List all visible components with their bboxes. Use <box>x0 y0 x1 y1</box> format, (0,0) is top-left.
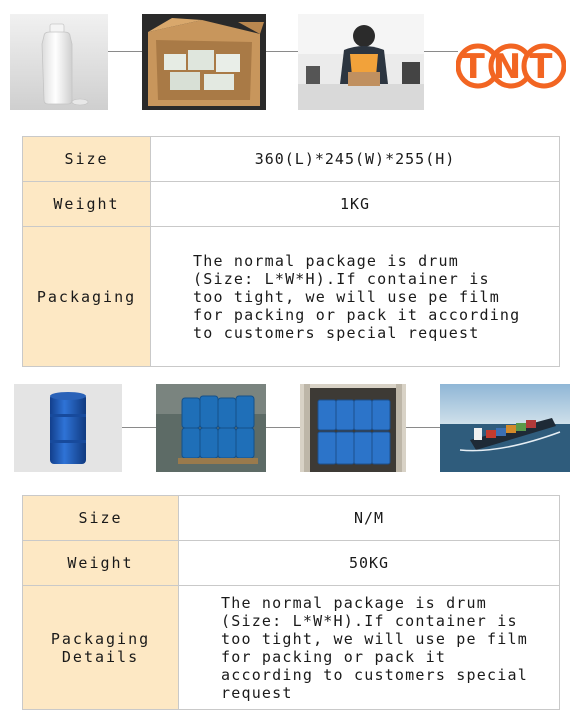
tnt-logo <box>456 32 566 100</box>
weight-value: 50KG <box>179 541 560 586</box>
weight-label: Weight <box>23 182 151 227</box>
connector-line <box>122 427 156 428</box>
size-value: N/M <box>179 496 560 541</box>
carton-box-photo <box>142 14 266 110</box>
weight-label: Weight <box>23 541 179 586</box>
spec-table-small <box>22 136 560 367</box>
table-row <box>23 541 560 586</box>
table-row <box>23 182 560 227</box>
table-row <box>23 586 560 710</box>
worker-packing-photo <box>298 14 424 110</box>
size-value: 360(L)*245(W)*255(H) <box>151 137 560 182</box>
connector-line <box>266 51 298 52</box>
bottle-photo <box>10 14 108 110</box>
table-row <box>23 227 560 367</box>
packaging-text: The normal package is drum (Size: L*W*H).If container is too tight, we will use pe film for packing or pack it according to customers special request <box>179 586 560 710</box>
size-label: Size <box>23 496 179 541</box>
packaging-details-label: Packaging Details <box>23 586 179 710</box>
blue-drum-photo <box>14 384 122 472</box>
packaging-label: Packaging <box>23 227 151 367</box>
drums-on-pallet-photo <box>156 384 266 472</box>
connector-line <box>266 427 300 428</box>
tnt-logo-text: TNT <box>461 47 561 87</box>
weight-value: 1KG <box>151 182 560 227</box>
packaging-process-row-small <box>0 8 578 112</box>
connector-line <box>406 427 440 428</box>
connector-line <box>108 51 142 52</box>
connector-line <box>424 51 458 52</box>
shipping-container-photo <box>300 384 406 472</box>
packaging-process-row-large <box>0 382 578 474</box>
spec-table-large <box>22 495 560 710</box>
size-label: Size <box>23 137 151 182</box>
table-row <box>23 137 560 182</box>
table-row <box>23 496 560 541</box>
packaging-text: The normal package is drum (Size: L*W*H).If container is too tight, we will use pe film for packing or pack it according to customers special request <box>151 227 560 367</box>
cargo-ship-photo <box>440 384 570 472</box>
